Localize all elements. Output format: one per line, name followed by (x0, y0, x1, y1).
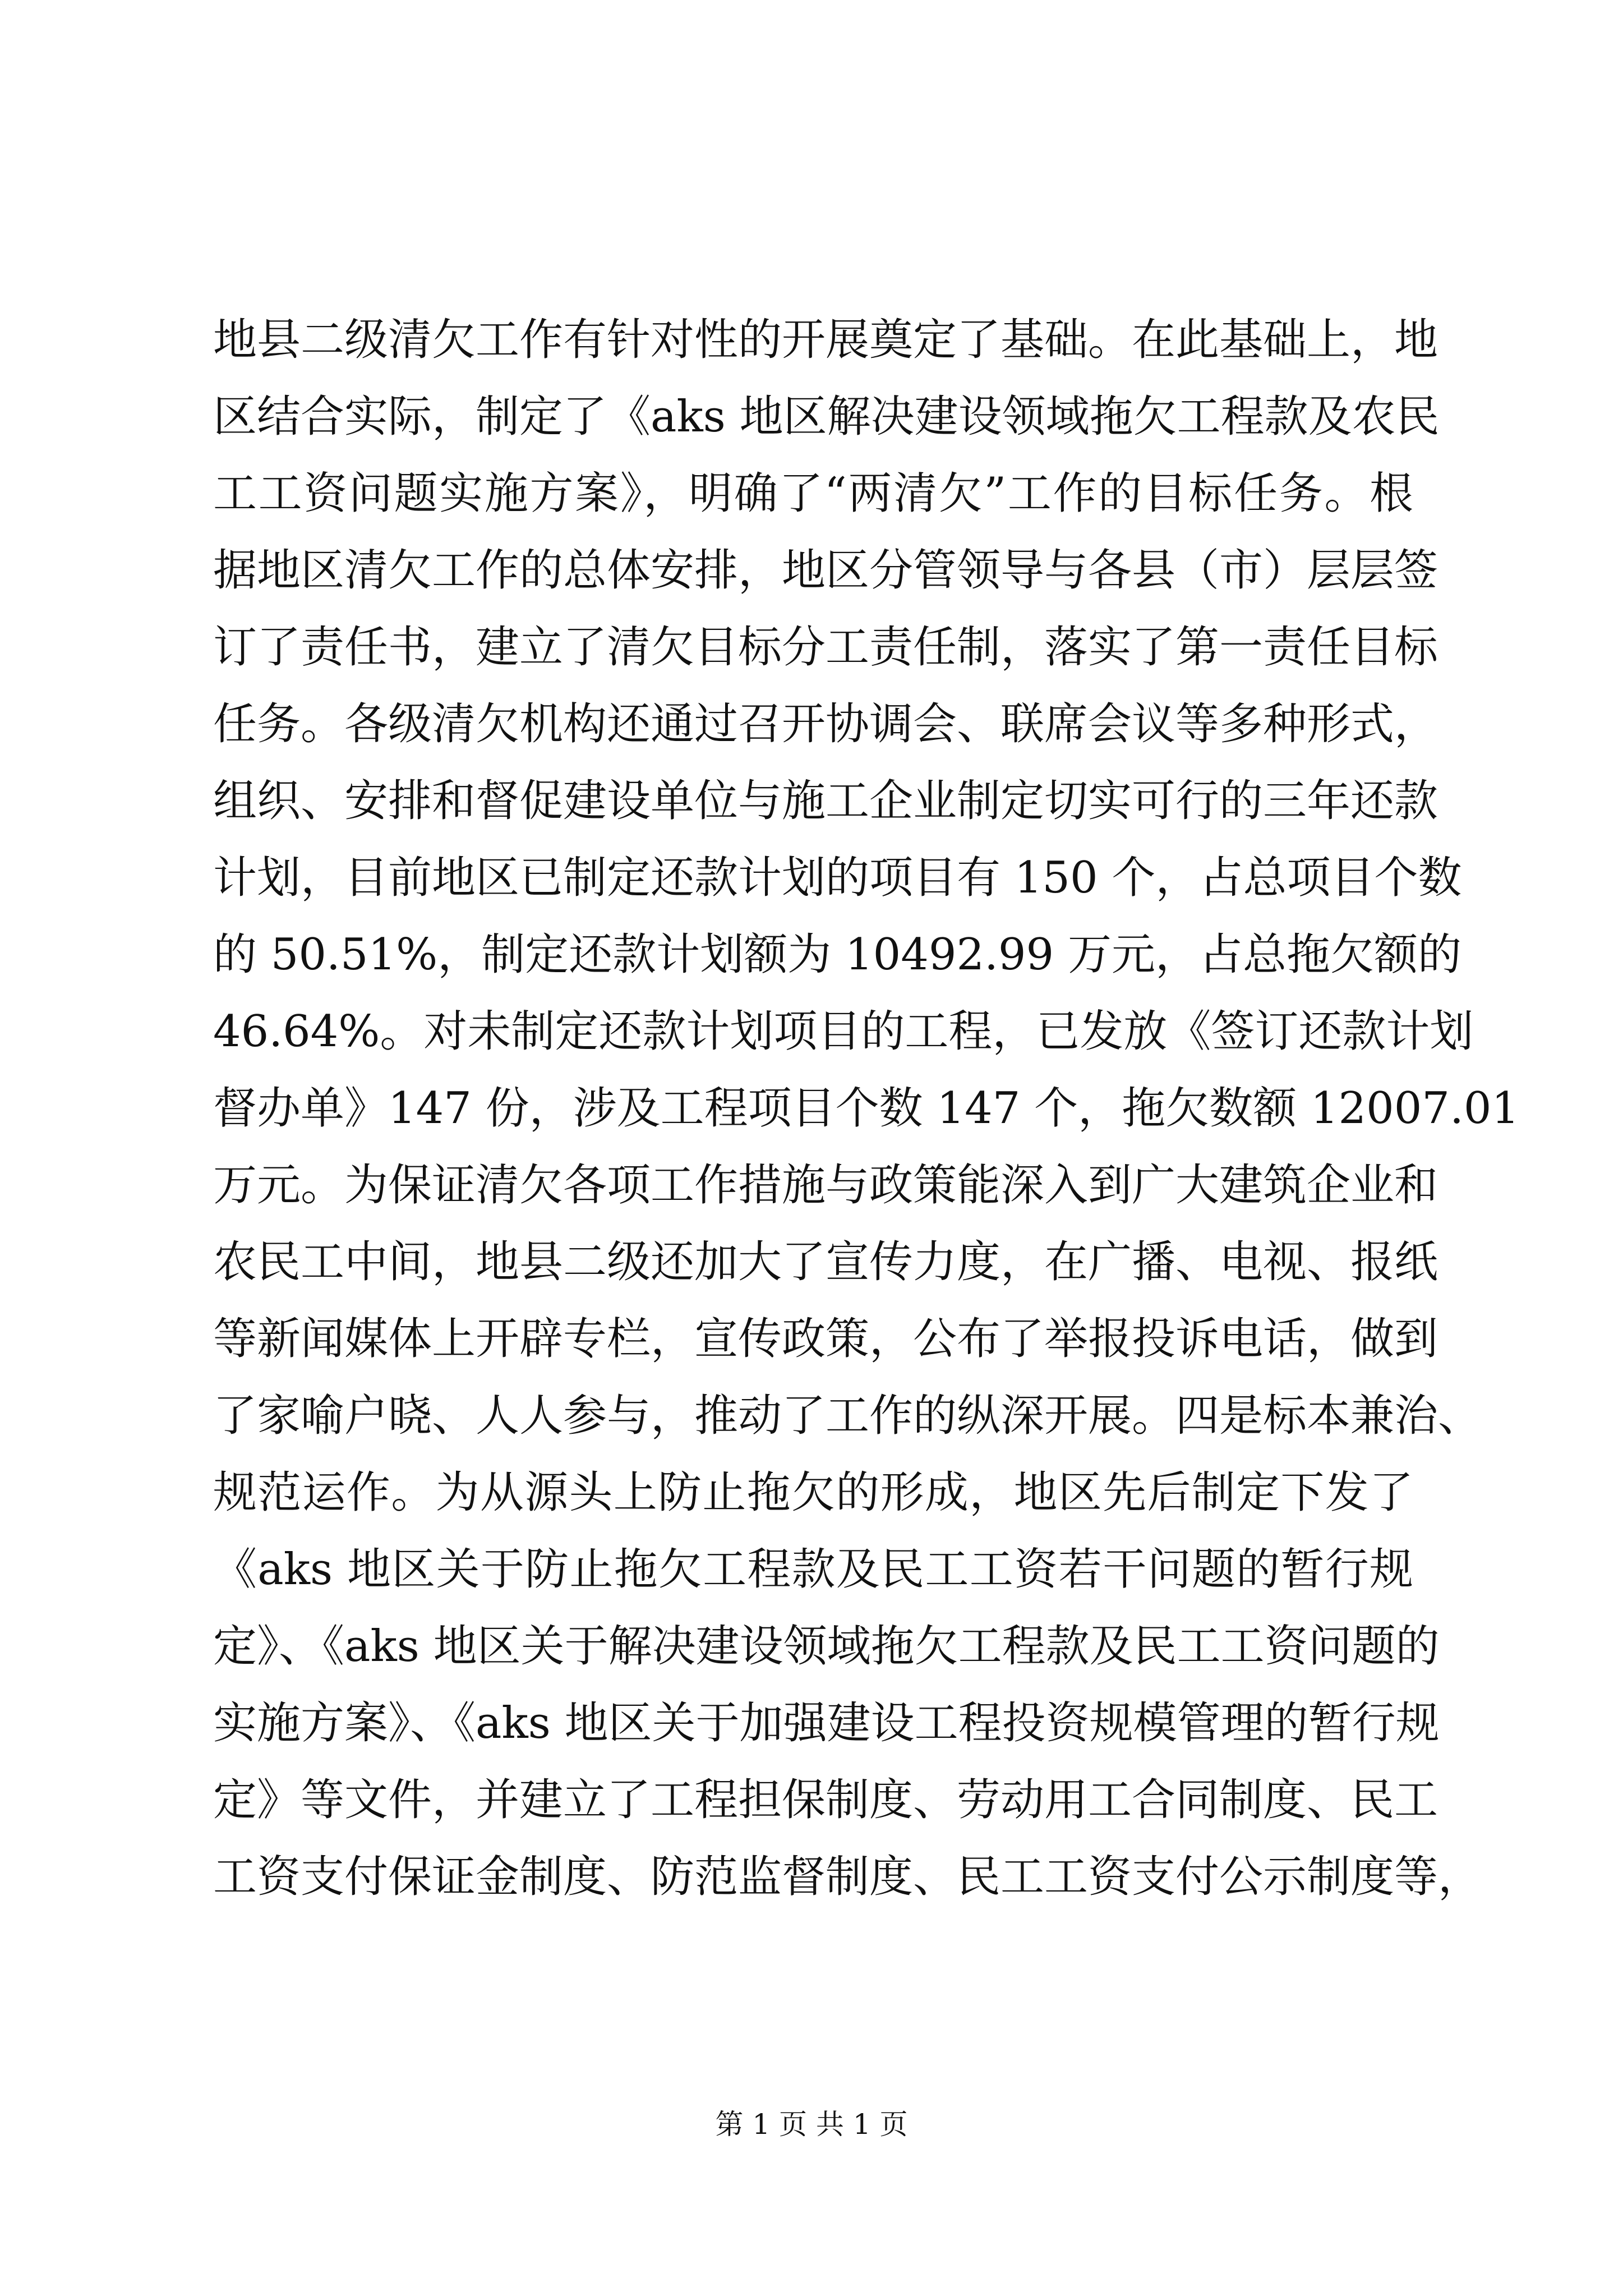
text-line: 等新闻媒体上开辟专栏，宣传政策，公布了举报投诉电话，做到 (213, 1314, 1438, 1364)
page-footer (0, 2105, 1623, 2144)
text-line: 定》、《aks 地区关于解决建设领域拖欠工程款及民工工资问题的 (213, 1621, 1440, 1672)
text-line: 订了责任书，建立了清欠目标分工责任制，落实了第一责任目标 (213, 622, 1438, 673)
text-line: 定》等文件，并建立了工程担保制度、劳动用工合同制度、民工 (213, 1775, 1438, 1825)
text-line: 组织、安排和督促建设单位与施工企业制定切实可行的三年还款 (213, 776, 1438, 826)
text-line: 46.64%。对未制定还款计划项目的工程，已发放《签订还款计划 (213, 1006, 1474, 1057)
text-line: 区结合实际，制定了《aks 地区解决建设领域拖欠工程款及农民 (213, 392, 1440, 442)
text-line: 计划，目前地区已制定还款计划的项目有 150 个，占总项目个数 (213, 853, 1462, 903)
text-line: 了家喻户晓、人人参与，推动了工作的纵深开展。四是标本兼治、 (213, 1391, 1482, 1441)
text-line: 《aks 地区关于防止拖欠工程款及民工工资若干问题的暂行规 (213, 1544, 1413, 1595)
text-line: 万元。为保证清欠各项工作措施与政策能深入到广大建筑企业和 (213, 1160, 1438, 1211)
text-line: 据地区清欠工作的总体安排，地区分管领导与各县（市）层层签 (213, 545, 1438, 596)
text-line: 规范运作。为从源头上防止拖欠的形成，地区先后制定下发了 (213, 1467, 1413, 1518)
text-line: 的 50.51%，制定还款计划额为 10492.99 万元，占总拖欠额的 (213, 930, 1461, 980)
text-line: 地县二级清欠工作有针对性的开展奠定了基础。在此基础上，地 (213, 315, 1438, 365)
text-line: 农民工中间，地县二级还加大了宣传力度，在广播、电视、报纸 (213, 1237, 1438, 1287)
text-line: 工资支付保证金制度、防范监督制度、民工工资支付公示制度等， (213, 1852, 1482, 1902)
text-line: 任务。各级清欠机构还通过召开协调会、联席会议等多种形式， (213, 699, 1438, 749)
text-line: 实施方案》、《aks 地区关于加强建设工程投资规模管理的暂行规 (213, 1698, 1440, 1749)
body-paragraph (213, 302, 1520, 1916)
text-line: 督办单》147 份，涉及工程项目个数 147 个，拖欠数额 12007.01 (213, 1083, 1520, 1134)
text-line: 工工资问题实施方案》，明确了“两清欠”工作的目标任务。根 (213, 468, 1413, 519)
page-number-label: 第 1 页 共 1 页 (715, 2108, 908, 2141)
